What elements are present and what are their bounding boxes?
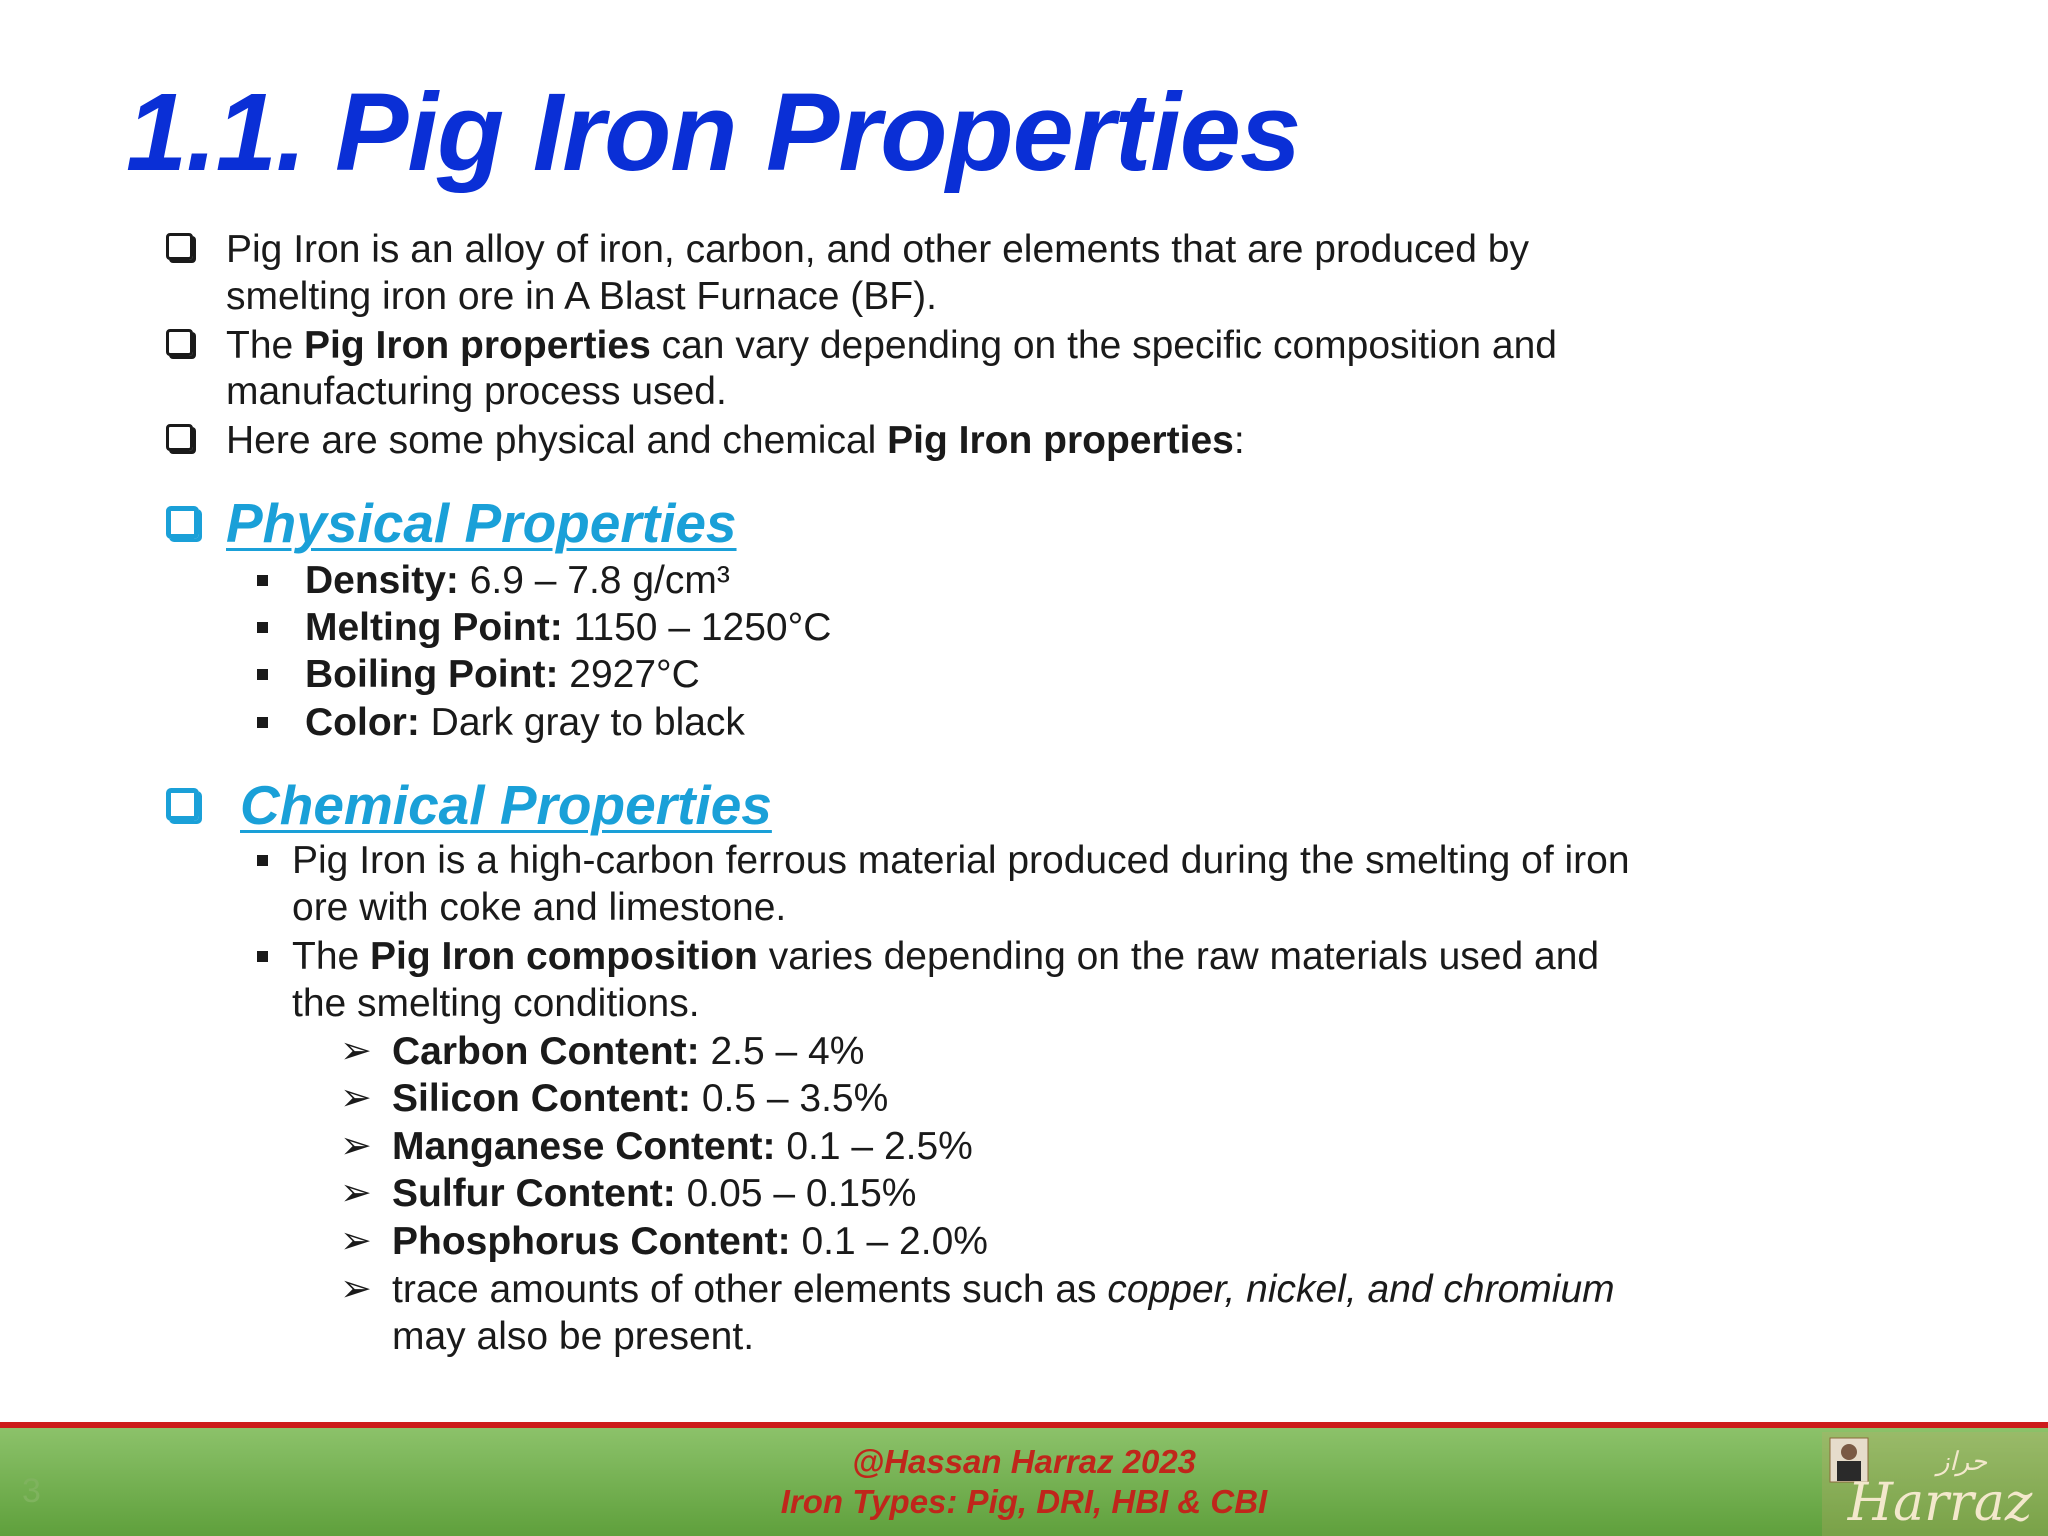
- text-run: :: [1233, 419, 1245, 462]
- physical-item: [305, 651, 700, 698]
- text-run: The: [226, 324, 305, 367]
- chemical-paragraph-2-line-1: [292, 933, 1599, 980]
- arrow-bullet-icon: ➢: [340, 1220, 372, 1262]
- physical-properties-heading: Physical Properties: [226, 492, 737, 554]
- square-bullet-icon: [257, 669, 268, 680]
- logo-text: Harraz: [1847, 1473, 2033, 1533]
- item-label: Sulfur Content:: [392, 1172, 676, 1215]
- item-label: Carbon Content:: [392, 1030, 700, 1073]
- checkbox-bullet-icon: [166, 233, 193, 260]
- square-bullet-icon: [257, 717, 268, 728]
- intro-bullet-1-line-1: Pig Iron is an alloy of iron, carbon, and other elements that are produced by: [226, 228, 1529, 271]
- footer-subtitle: Iron Types: Pig, DRI, HBI & CBI: [780, 1483, 1268, 1520]
- harraz-logo: [1822, 1432, 2048, 1536]
- item-label: Manganese Content:: [392, 1125, 776, 1168]
- trace-elements-line-1: [392, 1266, 1615, 1313]
- square-bullet-icon: [257, 575, 268, 586]
- bold-run: Pig Iron properties: [887, 419, 1234, 462]
- composition-item: [392, 1218, 988, 1265]
- item-label: Melting Point:: [305, 606, 563, 649]
- page-number: 3: [22, 1472, 41, 1510]
- square-bullet-icon: [257, 855, 268, 866]
- square-bullet-icon: [257, 951, 268, 962]
- text-run: Here are some physical and chemical: [226, 419, 888, 462]
- arrow-bullet-icon: ➢: [340, 1125, 372, 1167]
- bold-run: Pig Iron composition: [370, 935, 758, 978]
- item-value: 0.05 – 0.15%: [675, 1172, 917, 1215]
- checkbox-bullet-icon: [166, 424, 193, 451]
- checkbox-bullet-icon: [166, 329, 193, 356]
- item-value: 2.5 – 4%: [699, 1030, 865, 1073]
- item-label: Boiling Point:: [305, 653, 559, 696]
- text-run: The: [292, 935, 371, 978]
- arrow-bullet-icon: ➢: [340, 1077, 372, 1119]
- arrow-bullet-icon: ➢: [340, 1030, 372, 1072]
- composition-item: [392, 1075, 888, 1122]
- item-value: 6.9 – 7.8 g/cm³: [458, 559, 730, 602]
- trace-elements-line-2: may also be present.: [392, 1315, 755, 1358]
- item-value: 1150 – 1250°C: [562, 606, 832, 649]
- physical-item: [305, 604, 831, 651]
- square-bullet-icon: [257, 622, 268, 633]
- item-label: Density:: [305, 559, 459, 602]
- italic-run: copper, nickel, and chromium: [1107, 1268, 1615, 1311]
- section-checkbox-icon: [166, 788, 199, 821]
- text-run: trace amounts of other elements such as: [392, 1268, 1108, 1311]
- logo-arabic-text: حراز: [1936, 1447, 1988, 1477]
- logo-graphic: [1822, 1432, 2048, 1536]
- item-label: Phosphorus Content:: [392, 1220, 791, 1263]
- item-label: Color:: [305, 701, 420, 744]
- footer-copyright: @Hassan Harraz 2023: [851, 1443, 1197, 1480]
- bold-run: Pig Iron properties: [304, 324, 651, 367]
- page-title: 1.1. Pig Iron Properties: [126, 71, 1301, 194]
- item-value: 0.1 – 2.5%: [775, 1125, 973, 1168]
- chemical-properties-heading: Chemical Properties: [240, 774, 772, 836]
- item-value: 0.1 – 2.0%: [790, 1220, 988, 1263]
- item-value: Dark gray to black: [419, 701, 745, 744]
- item-value: 0.5 – 3.5%: [690, 1077, 889, 1120]
- physical-item: [305, 699, 745, 746]
- composition-item: [392, 1123, 973, 1170]
- intro-bullet-1-line-2: smelting iron ore in A Blast Furnace (BF).: [226, 275, 937, 318]
- intro-bullet-2-line-1: [226, 322, 1557, 369]
- intro-bullet-3: [226, 417, 1245, 464]
- section-checkbox-icon: [166, 506, 199, 539]
- chemical-paragraph-1-line-2: ore with coke and limestone.: [292, 886, 787, 929]
- chemical-paragraph-1-line-1: Pig Iron is a high-carbon ferrous material produced during the smelting of iron: [292, 839, 1630, 882]
- composition-item: [392, 1028, 864, 1075]
- chemical-paragraph-2-line-2: the smelting conditions.: [292, 982, 700, 1025]
- arrow-bullet-icon: ➢: [340, 1268, 372, 1310]
- physical-item: [305, 557, 730, 604]
- item-value: 2927°C: [558, 653, 700, 696]
- item-label: Silicon Content:: [392, 1077, 691, 1120]
- arrow-bullet-icon: ➢: [340, 1172, 372, 1214]
- text-run: can vary depending on the specific composition and: [650, 324, 1558, 367]
- composition-item: [392, 1170, 916, 1217]
- intro-bullet-2-line-2: manufacturing process used.: [226, 370, 727, 413]
- text-run: varies depending on the raw materials used and: [757, 935, 1600, 978]
